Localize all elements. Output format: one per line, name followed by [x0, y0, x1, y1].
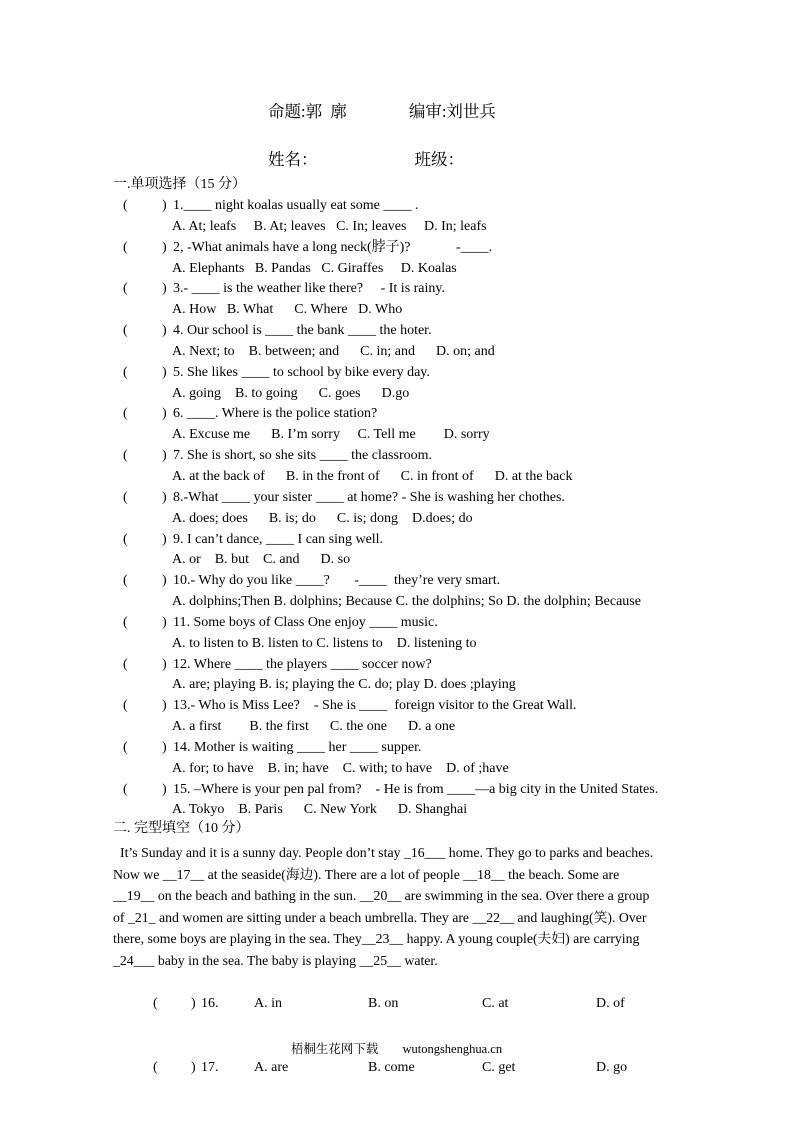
section2-title: 二. 完型填空（10 分）	[113, 821, 250, 836]
question-options: A. to listen to B. listen to C. listens to D. listening to	[172, 635, 477, 651]
question-item	[113, 613, 733, 655]
cloze-question-list	[113, 971, 733, 1100]
answer-bracket-open: (	[123, 573, 128, 589]
question-stem: 5. She likes ____ to school by bike every day.	[173, 364, 430, 380]
answer-bracket-close: )	[162, 406, 167, 422]
question-options: A. Tokyo B. Paris C. New York D. Shanghai	[172, 802, 468, 818]
question-stem: 6. ____. Where is the police station?	[173, 406, 378, 422]
question-stem: 4. Our school is ____ the bank ____ the hoter.	[173, 323, 432, 339]
question-options: A. does; does B. is; do C. is; dong D.does; do	[172, 510, 473, 526]
answer-bracket-close: )	[162, 531, 167, 547]
cloze-option-a: A. in	[254, 995, 282, 1011]
answer-bracket-close: )	[162, 281, 167, 297]
answer-bracket-open: (	[123, 198, 128, 213]
answer-bracket-close: )	[162, 614, 167, 630]
answer-bracket-close: )	[162, 448, 167, 464]
class-label: 班级：	[414, 150, 464, 169]
question-item	[113, 446, 733, 488]
setter-label: 命题:郭 廓	[268, 102, 347, 121]
answer-bracket-open: (	[123, 323, 128, 339]
question-options: A. or B. but C. and D. so	[172, 552, 351, 568]
passage-line: It’s Sunday and it is a sunny day. People don’t stay _16___ home. They go to parks and beaches.	[120, 845, 654, 860]
answer-bracket-open: (	[123, 739, 128, 755]
question-stem: 13.- Who is Miss Lee? - She is ____ foreign visitor to the Great Wall.	[173, 698, 577, 714]
question-item	[113, 655, 733, 697]
question-item	[113, 488, 733, 530]
passage-line: _24___ baby in the sea. The baby is playing __25__ water.	[113, 952, 438, 968]
answer-bracket-close: )	[162, 364, 167, 380]
passage-line: Now we __17__ at the seaside(海边). There are a lot of people __18__ the beach. Some are	[113, 866, 620, 882]
cloze-option-a: A. are	[254, 1060, 289, 1075]
reviewer-label: 编审:刘世兵	[408, 102, 496, 121]
question-options: A. a first B. the first C. the one D. a one	[172, 719, 456, 735]
question-stem: 9. I can’t dance, ____ I can sing well.	[173, 531, 384, 547]
footer-site-url: wutongshenghua.cn	[402, 1042, 503, 1056]
question-item	[113, 238, 733, 280]
cloze-option-c: C. at	[482, 995, 509, 1011]
question-stem: 15. –Where is your pen pal from? - He is from ____—a big city in the United States.	[173, 781, 659, 797]
question-options: A. at the back of B. in the front of C. in front of D. at the back	[172, 468, 573, 484]
student-info-row	[268, 148, 464, 172]
cloze-question-row	[113, 971, 733, 1036]
section1-title: 一.单项选择（15 分）	[113, 177, 246, 192]
question-options: A. are; playing B. is; playing the C. do; play D. does ;playing	[172, 677, 516, 693]
question-item	[113, 196, 733, 238]
question-stem: 12. Where ____ the players ____ soccer now?	[173, 656, 432, 672]
passage-line: of _21_ and women are sitting under a beach umbrella. They are __22__ and laughing(笑). Over	[113, 909, 647, 925]
question-item	[113, 279, 733, 321]
answer-bracket-close: )	[191, 995, 196, 1011]
question-item	[113, 363, 733, 405]
question-options: A. going B. to going C. goes D.go	[172, 385, 410, 401]
cloze-option-d: D. go	[596, 1060, 628, 1075]
footer-site-name: 梧桐生花网下载	[290, 1042, 379, 1056]
question-stem: 10.- Why do you like ____? -____ they’re very smart.	[173, 573, 501, 589]
question-stem: 11. Some boys of Class One enjoy ____ music.	[173, 614, 438, 630]
cloze-option-d: D. of	[596, 995, 625, 1011]
question-options: A. At; leafs B. At; leaves C. In; leaves D. In; leafs	[172, 218, 487, 234]
answer-bracket-close: )	[162, 656, 167, 672]
question-stem: 3.- ____ is the weather like there? - It is rainy.	[173, 281, 446, 297]
question-item	[113, 696, 733, 738]
question-stem: 14. Mother is waiting ____ her ____ supper.	[173, 739, 422, 755]
answer-bracket-close: )	[162, 739, 167, 755]
answer-bracket-close: )	[162, 698, 167, 714]
answer-bracket-open: (	[123, 614, 128, 630]
answer-bracket-open: (	[123, 698, 128, 714]
answer-bracket-open: (	[123, 531, 128, 547]
answer-bracket-close: )	[191, 1060, 196, 1075]
cloze-passage	[113, 842, 676, 971]
cloze-option-c: C. get	[482, 1060, 516, 1075]
question-stem: 2, -What animals have a long neck(脖子)? -____.	[173, 239, 493, 255]
answer-bracket-open: (	[123, 364, 128, 380]
answer-bracket-open: (	[123, 281, 128, 297]
answer-bracket-close: )	[162, 239, 167, 255]
cloze-option-b: B. come	[368, 1060, 415, 1075]
cloze-option-b: B. on	[368, 995, 399, 1011]
section1-question-list	[113, 196, 733, 821]
question-stem: 7. She is short, so she sits ____ the classroom.	[173, 448, 432, 464]
question-item	[113, 738, 733, 780]
question-options: A. Excuse me B. I’m sorry C. Tell me D. sorry	[172, 427, 490, 443]
cloze-question-number: 17.	[201, 1060, 219, 1075]
passage-line: there, some boys are playing in the sea. They__23__ happy. A young couple(夫妇) are carrying	[113, 931, 640, 947]
question-options: A. for; to have B. in; have C. with; to have D. of ;have	[172, 760, 509, 776]
page-footer	[0, 1040, 793, 1058]
name-label: 姓名：	[268, 150, 318, 169]
answer-bracket-open: (	[153, 1060, 158, 1075]
passage-line: __19__ on the beach and bathing in the sun. __20__ are swimming in the sea. Over there a group	[113, 888, 650, 904]
answer-bracket-open: (	[123, 656, 128, 672]
answer-bracket-open: (	[123, 781, 128, 797]
question-stem: 1.____ night koalas usually eat some ____ .	[173, 198, 419, 213]
question-item	[113, 530, 733, 572]
answer-bracket-close: )	[162, 323, 167, 339]
question-options: A. Next; to B. between; and C. in; and D. on; and	[172, 343, 495, 359]
answer-bracket-open: (	[123, 448, 128, 464]
question-options: A. dolphins;Then B. dolphins; Because C. the dolphins; So D. the dolphin; Because	[172, 594, 641, 610]
question-options: A. How B. What C. Where D. Who	[172, 302, 403, 318]
answer-bracket-close: )	[162, 781, 167, 797]
answer-bracket-close: )	[162, 198, 167, 213]
question-item	[113, 780, 733, 822]
answer-bracket-close: )	[162, 489, 167, 505]
answer-bracket-open: (	[153, 995, 158, 1011]
question-options: A. Elephants B. Pandas C. Giraffes D. Koalas	[172, 260, 457, 276]
answer-bracket-open: (	[123, 406, 128, 422]
question-item	[113, 571, 733, 613]
question-stem: 8.-What ____ your sister ____ at home? - She is washing her chothes.	[173, 489, 565, 505]
question-item	[113, 321, 733, 363]
answer-bracket-close: )	[162, 573, 167, 589]
answer-bracket-open: (	[123, 489, 128, 505]
cloze-question-number: 16.	[201, 995, 219, 1011]
answer-bracket-open: (	[123, 239, 128, 255]
paper-header	[268, 100, 496, 124]
question-item	[113, 404, 733, 446]
